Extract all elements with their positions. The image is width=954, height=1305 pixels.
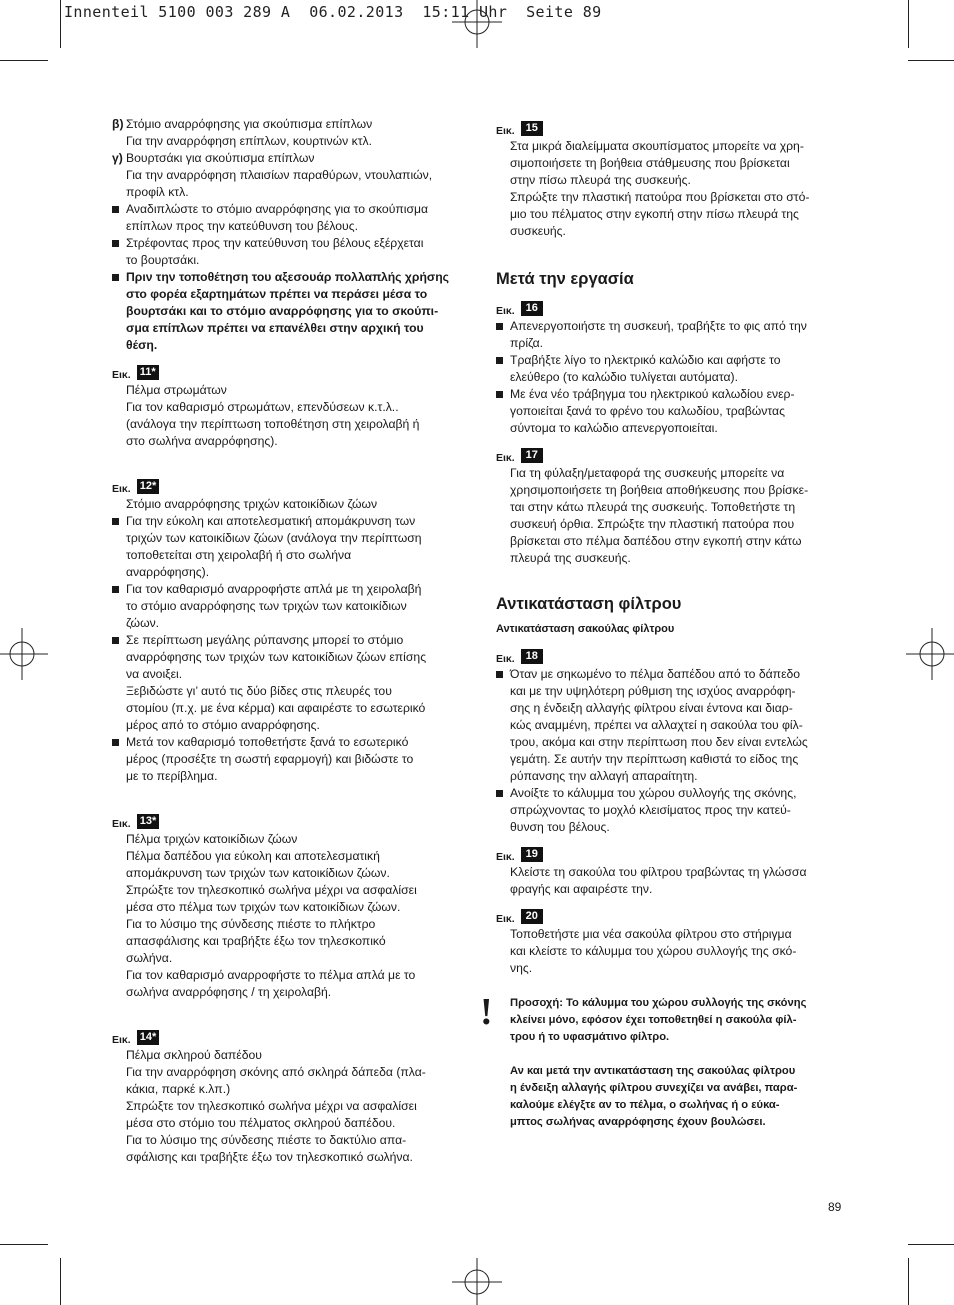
figure-ref-14: Εικ. 14* (112, 1029, 462, 1047)
figure-ref-17: Εικ. 17 (496, 447, 846, 465)
figure-ref-20: Εικ. 20 (496, 908, 846, 926)
figure-number-badge: 14* (137, 1030, 160, 1045)
figure-ref-15: Εικ. 15 (496, 120, 846, 138)
bullet-item: Ανοίξτε το κάλυμμα του χώρου συλλογής της σκόνης, σπρώχνοντας το μοχλό κλεισίματος προς την κατεύ- θυνση του βέλους. (496, 785, 846, 836)
bullet-item: Όταν με σηκωμένο το πέλμα δαπέδου από το δάπεδο και με την υψηλότερη ρύθμιση της ισχύος αναρρόφη- σης η ένδειξη αλλαγής φίλτρου είναι έντονα και διαρ- κώς αναμμένη, πρέπει να αλλαχτεί η σακούλα του φίλ- τρου, ακόμα και στην περίπτωση που δεν είναι εντελώς γεμάτη. Σε αυτήν την περίπτωση καθιστά το είδος της ρύπανσης την αλλαγή απαραίτητη. (496, 666, 846, 785)
crop-mark (908, 0, 909, 48)
fig19-text: Κλείστε τη σακούλα του φίλτρου τραβώντας τη γλώσσα φραγής και αφαιρέστε την. (510, 865, 807, 896)
crop-mark (908, 1244, 954, 1245)
figure-number-badge: 15 (521, 121, 543, 136)
bullet-item: Αναδιπλώστε το στόμιο αναρρόφησης για το σκούπισμα επίπλων προς την κατεύθυνση του βέλους. (112, 201, 462, 235)
figure-ref-19: Εικ. 19 (496, 846, 846, 864)
bullet-item: Απενεργοποιήστε τη συσκευή, τραβήξτε το φις από την πρίζα. (496, 318, 846, 352)
fig11-text: Πέλμα στρωμάτων Για τον καθαρισμό στρωμάτων, επενδύσεων κ.τ.λ.. (ανάλογα την περίπτωση τοποθέτηση στη χειρολαβή ή στο σωλήνα αναρρόφησης). (126, 383, 420, 448)
section-heading: Μετά την εργασία (496, 270, 634, 288)
bullet-item-bold: Πριν την τοποθέτηση του αξεσουάρ πολλαπλής χρήσης στο φορέα εξαρτημάτων πρέπει να περάσει μέσα το βουρτσάκι και το στόμιο αναρρόφησης για το σκούπι- σμα επίπλων πρέπει να επανέλθει στην αρχική του θέση. (112, 269, 462, 354)
bullet-item: Με ένα νέο τράβηγμα του ηλεκτρικού καλωδίου ενερ- γοποιείται ξανά το φρένο του καλωδίου, τραβώντας σύντομα το καλώδιο απενεργοποιείται. (496, 386, 846, 437)
figure-ref-18: Εικ. 18 (496, 648, 846, 666)
item-label: γ) (112, 151, 123, 165)
crop-mark (60, 0, 61, 48)
left-column: β) Στόμιο αναρρόφησης για σκούπισμα επίπλων Για την αναρρόφηση επίπλων, κουρτινών κτλ. γ) Βουρτσάκι για σκούπισμα επίπλων Για την αναρρόφηση πλαισίων παραθύρων, ντουλαπιών, προφίλ κτλ. Αναδιπλώστε το στόμιο αναρρόφησης για το σκούπισμα επίπλων προς την κατεύθυνση του βέλους. Στρέφοντας προς την κατεύθυνση του βέλους εξέρχεται το βουρτσάκι. Πριν την τοποθέτηση του αξεσουάρ πολλαπλής χρήσης στο φορέα εξαρτημάτων πρέπει να περάσει μέσα το βουρτσάκι και το στόμιο αναρρόφησης για το σκούπι- σμα επίπλων πρέπει να επανέλθει στην αρχική του θέση. Εικ. 11* Πέλμα στρωμάτων Για τον καθαρισμό στρωμάτων, επενδύσεων κ.τ.λ.. (ανάλογα την περίπτωση τοποθέτηση στη χειρολαβή ή στο σωλήνα αναρρόφησης). Εικ. 12* Στόμιο αναρρόφησης τριχών κατοικίδιων ζώων Για την εύκολη και αποτελεσματική απομάκρυνση των τριχών των κατοικίδιων ζώων (ανάλογα την περίπτωση τοποθετείται στη χειρολαβή ή στο σωλήνα αναρρόφησης). Για τον καθαρισμό αναρροφήστε απλά με τη χειρολαβή το στόμιο αναρρόφησης των τριχών των κατοικίδιων ζώων. Σε περίπτωση μεγάλης ρύπανσης μπορεί το στόμιο αναρρόφησης των τριχών των κατοικίδιων ζώων επίσης να ανοιξει. Ξεβιδώστε γι’ αυτό τις δύο βίδες στις πλευρές του στομίου (π.χ. με ένα κέρμα) και αφαιρέστε το εσωτερικό μέρος από το στόμιο αναρρόφησης. Μετά τον καθαρισμό τοποθετήστε ξανά το εσωτερικό μέρος (προσέξτε τη σωστή εφαρμογή) και βιδώστε το με το περίβλημα. Εικ. 13* Πέλμα τριχών κατοικίδιων ζώων Πέλμα δαπέδου για εύκολη και αποτελεσματική απομάκρυνση των τριχών των κατοικίδιων ζώων. Σπρώξτε τον τηλεσκοπικό σωλήνα μέχρι να ασφαλίσει μέσα στο πέλμα των τριχών των κατοικίδιων ζώων. Για το λύσιμο της σύνδεσης πιέστε το πλήκτρο απασφάλισης και τραβήξτε έξω τον τηλεσκοπικό σωλήνα. Για τον καθαρισμό αναρροφήστε το πέλμα απλά με το σωλήνα αναρρόφησης / τη χειρολαβή. Εικ. 14* Πέλμα σκληρού δαπέδου Για την αναρρόφηση σκόνης από σκληρά δάπεδα (πλα- κάκια, παρκέ κ.λπ.) Σπρώξτε τον τηλεσκοπικό σωλήνα μέχρι να ασφαλίσει μέσα στο στόμιο του πέλματος σκληρού δαπέδου. Για το λύσιμο της σύνδεσης πιέστε το δακτύλιο απα- σφάλισης και τραβήξτε έξω τον τηλεσκοπικό σωλήνα. (112, 116, 462, 1166)
fig20-text: Τοποθετήστε μια νέα σακούλα φίλτρου στο στήριγμα και κλείστε το κάλυμμα του χώρου συλλογής της σκό- νης. (510, 927, 797, 975)
figure-number-badge: 18 (521, 649, 543, 664)
fig13-text: Πέλμα τριχών κατοικίδιων ζώων Πέλμα δαπέδου για εύκολη και αποτελεσματική απομάκρυνση των τριχών των κατοικίδιων ζώων. Σπρώξτε τον τηλεσκοπικό σωλήνα μέχρι να ασφαλίσει μέσα στο πέλμα των τριχών των κατοικίδιων ζώων. Για το λύσιμο της σύνδεσης πιέστε το πλήκτρο απασφάλισης και τραβήξτε έξω τον τηλεσκοπικό σωλήνα. Για τον καθαρισμό αναρροφήστε το πέλμα απλά με το σωλήνα αναρρόφησης / τη χειρολαβή. (126, 832, 417, 999)
warning-note: ! Προσοχή: Το κάλυμμα του χώρου συλλογής της σκόνης κλείνει μόνο, εφόσον έχει τοποθετηθεί η σακούλα φίλ- τρου ή το υφασμάτινο φίλτρο. Αν και μετά την αντικατάσταση της σακούλας φίλτρου η ένδειξη αλλαγής φίλτρου συνεχίζει να ανάβει, παρα- καλούμε ελέγξτε αν το πέλμα, ο σωλήνας ή ο εύκα- μπτος σωλήνας αναρρόφησης έχουν βουλώσει. (480, 991, 807, 1128)
figure-number-badge: 20 (521, 909, 543, 924)
figure-number-badge: 13* (137, 814, 160, 829)
figure-number-badge: 12* (137, 479, 160, 494)
bullet-item: Στρέφοντας προς την κατεύθυνση του βέλους εξέρχεται το βουρτσάκι. (112, 235, 462, 269)
figure-ref-11: Εικ. 11* (112, 364, 462, 382)
section-heading: Αντικατάσταση φίλτρου (496, 595, 682, 613)
bullet-item: Για την εύκολη και αποτελεσματική απομάκρυνση των τριχών των κατοικίδιων ζώων (ανάλογα την περίπτωση τοποθετείται στη χειρολαβή ή στο σωλήνα αναρρόφησης). (112, 513, 462, 581)
figure-ref-13: Εικ. 13* (112, 813, 462, 831)
crop-mark (0, 1244, 48, 1245)
figure-number-badge: 11* (137, 365, 159, 380)
crop-mark (908, 60, 954, 61)
fig15-text: Στα μικρά διαλείμματα σκουπίσματος μπορείτε να χρη- σιμοποιήσετε τη βοήθεια στάθμευσης που βρίσκεται στην πίσω πλευρά της συσκευής. Σπρώξτε την πλαστική πατούρα που βρίσκεται στο στό- μιο του πέλματος στην εγκοπή στην πίσω πλευρά της συσκευής. (510, 139, 810, 238)
subsection-heading: Αντικατάσταση σακούλας φίλτρου (496, 623, 675, 635)
fig14-text: Πέλμα σκληρού δαπέδου Για την αναρρόφηση σκόνης από σκληρά δάπεδα (πλα- κάκια, παρκέ κ.λπ.) Σπρώξτε τον τηλεσκοπικό σωλήνα μέχρι να ασφαλίσει μέσα στο στόμιο του πέλματος σκληρού δαπέδου. Για το λύσιμο της σύνδεσης πιέστε το δακτύλιο απα- σφάλισης και τραβήξτε έξω τον τηλεσκοπικό σωλήνα. (126, 1048, 426, 1164)
bullet-item: Σε περίπτωση μεγάλης ρύπανσης μπορεί το στόμιο αναρρόφησης των τριχών των κατοικίδιων ζώων επίσης να ανοιξει. Ξεβιδώστε γι’ αυτό τις δύο βίδες στις πλευρές του στομίου (π.χ. με ένα κέρμα) και αφαιρέστε το εσωτερικό μέρος από το στόμιο αναρρόφησης. (112, 632, 462, 734)
page-number: 89 (828, 1200, 842, 1214)
bullet-item: Τραβήξτε λίγο το ηλεκτρικό καλώδιο και αφήστε το ελεύθερο (το καλώδιο τυλίγεται αυτόματα). (496, 352, 846, 386)
item-beta: β) Στόμιο αναρρόφησης για σκούπισμα επίπλων (112, 117, 373, 131)
print-header: Innenteil 5100 003 289 A 06.02.2013 15:11 Uhr Seite 89 (64, 3, 602, 21)
figure-number-badge: 17 (521, 448, 543, 463)
figure-ref-16: Εικ. 16 (496, 300, 846, 318)
crop-mark (60, 1258, 61, 1305)
bullet-item: Μετά τον καθαρισμό τοποθετήστε ξανά το εσωτερικό μέρος (προσέξτε τη σωστή εφαρμογή) και βιδώστε το με το περίβλημα. (112, 734, 462, 785)
fig17-text: Για τη φύλαξη/μεταφορά της συσκευής μπορείτε να χρησιμοποιήσετε τη βοήθεια αποθήκευσης που βρίσκε- ται στην κάτω πλευρά της συσκευής. Τοποθετήστε τη συσκευή όρθια. Σπρώξτε την πλαστική πατούρα που βρίσκεται στο πέλμα δαπέδου στην εγκοπή στην κάτω πλευρά της συσκευής. (510, 466, 809, 565)
item-label: β) (112, 117, 124, 131)
bullet-item: Για τον καθαρισμό αναρροφήστε απλά με τη χειρολαβή το στόμιο αναρρόφησης των τριχών των κατοικίδιων ζώων. (112, 581, 462, 632)
right-column (480, 120, 846, 1131)
warning-exclamation-icon: ! (480, 991, 493, 1033)
item-gamma: γ) Βουρτσάκι για σκούπισμα επίπλων (112, 151, 315, 165)
figure-ref-12: Εικ. 12* (112, 478, 462, 496)
registration-mark-left (0, 628, 48, 680)
registration-mark-bottom (452, 1258, 502, 1305)
figure-number-badge: 19 (521, 847, 543, 862)
registration-mark-right (906, 628, 954, 680)
crop-mark (908, 1258, 909, 1305)
figure-number-badge: 16 (521, 301, 543, 316)
crop-mark (0, 60, 48, 61)
